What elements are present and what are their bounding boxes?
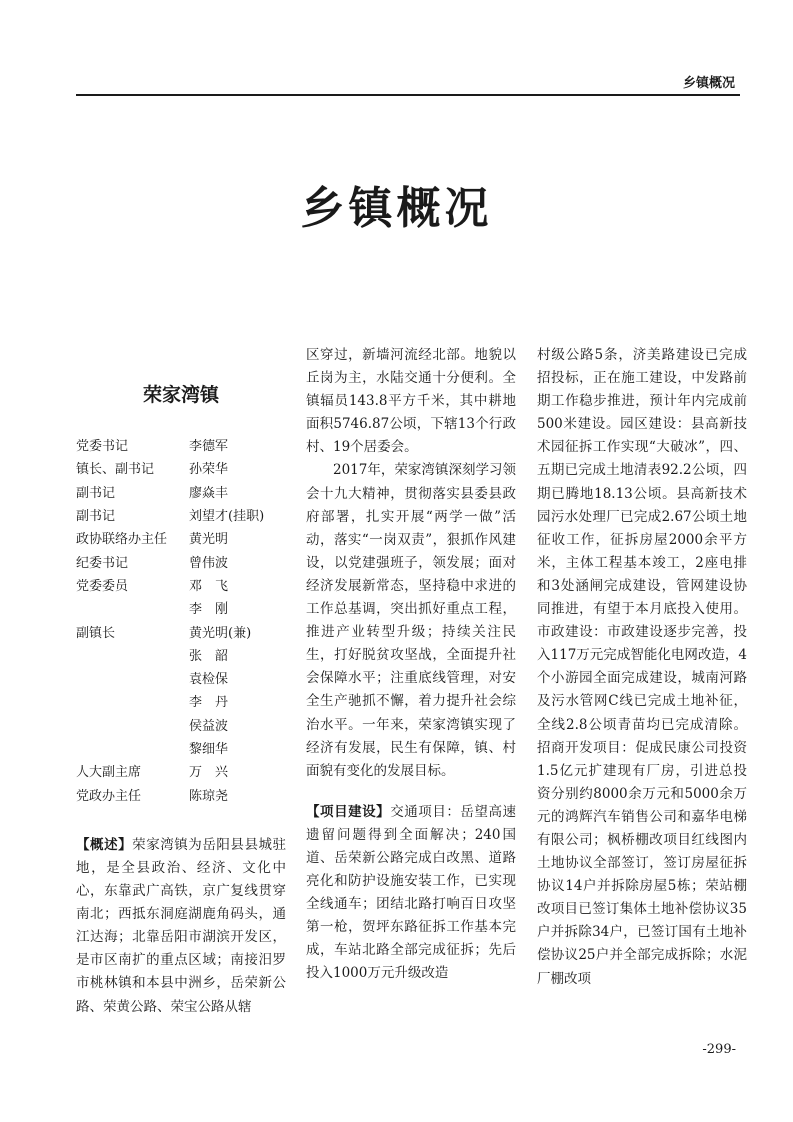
official-role: 副书记 [76,509,116,525]
official-row [76,785,286,808]
official-name: 黎细华 [189,742,229,758]
official-role: 党委委员 [76,578,129,594]
official-row [76,761,286,784]
official-name: 孙荣华 [189,462,229,478]
official-role: 副书记 [76,485,116,501]
official-role: 政协联络办主任 [76,532,168,548]
official-name: 侯益波 [189,718,229,734]
project-paragraph [306,801,516,986]
official-name: 袁检保 [189,672,229,688]
official-role: 镇长、副书记 [76,462,155,478]
official-row [76,598,286,621]
official-name: 廖焱丰 [189,485,229,501]
official-name: 曾伟波 [189,555,229,571]
official-row [76,552,286,575]
official-name: 黄光明 [189,532,229,548]
official-name: 万 兴 [189,765,229,781]
summary-paragraph: 2017年，荣家湾镇深刻学习领会十九大精神，贯彻落实县委县政府部署，扎实开展“两学一做”活动，落实“一岗双责”，狠抓作风建设，以党建强班子，领发展；面对经济发展新常态，坚持稳中求进的工作总基调，突出抓好重点工程，推进产业转型升级；持续关注民生，打好脱贫攻坚战，全面提升社会保障水平；注重底线管理，对安全生产驰抓不懈，着力提升社会综治水平。一年来，荣家湾镇实现了经济有发展，民生有保障，镇、村面貌有变化的发展目标。 [306,462,516,779]
column-2 [306,344,516,986]
official-name: 黄光明(兼) [189,625,252,641]
official-name: 李 刚 [189,602,229,618]
official-name: 张 韶 [189,648,229,664]
official-row [76,575,286,598]
page-number: -299- [702,1042,736,1057]
project-text-part1: 交通项目：岳望高速遗留问题得到全面解决；240国道、岳荣新公路完成白改黑、道路亮化和防护设施安装工作，已实现全线通车；团结北路打响百日攻坚第一枪，贺坪东路征拆工作基本完成，车站北路全部完成征拆；先后投入1000万元升级改造 [306,803,517,982]
official-row [76,691,286,714]
official-name: 陈琼尧 [189,788,229,804]
official-role: 副镇长 [76,625,116,641]
official-role: 人大副主席 [76,765,142,781]
project-text-continued: 村级公路5条，济美路建设已完成招投标，正在施工建设，中发路前期工作稳步推进，预计年内完成前500米建设。园区建设：县高新技术园征拆工作实现“大破冰”，四、五期已完成土地清表92.2公顷，四期已腾地18.13公顷。县高新技术园污水处理厂已完成2.67公顷土地征收工作，征拆房屋2000余平方米，主体工程基本竣工，2座电排和3处涵闸完成建设，管网建设协同推进，有望于本月底投入使用。市政建设：市政建设逐步完善，投入117万元完成智能化电网改造，4个小游园全面完成建设，城南河路及污水管网C线已完成土地补征，全线2.8公顷青苗均已完成清除。招商开发项目：促成民康公司投资1.5亿元扩建现有厂房，引进总投资分别约8000余万元和5000余万元的鸿辉汽车销售公司和嘉华电梯有限公司；枫桥棚改项目红线图内土地协议全部签订，签订房屋征拆协议14户并拆除房屋5栋；荣站棚改项目已签订集体土地补偿协议35户并拆除34户，已签订国有土地补偿协议25户并全部完成拆除；水泥厂棚改项 [537,347,747,987]
page-title: 乡镇概况 [300,183,493,234]
official-role: 党政办主任 [76,788,142,804]
official-name: 刘望才(挂职) [189,509,265,525]
official-role [76,715,189,738]
official-role: 纪委书记 [76,555,129,571]
header-rule [76,94,740,96]
official-row [76,435,286,458]
official-name: 邓 飞 [189,578,229,594]
overview-continued: 区穿过，新墙河流经北部。地貌以丘岗为主，水陆交通十分便利。全镇辐员143.8平方千米，其中耕地面积5746.87公顷，下辖13个行政村、19个居委会。 [306,347,516,456]
official-row [76,528,286,551]
official-row [76,668,286,691]
official-row [76,621,286,644]
officials-table [76,435,286,808]
overview-text-part1: 荣家湾镇为岳阳县县城驻地，是全县政治、经济、文化中心，东靠武广高铁，京广复线贯穿南北；西抵东洞庭湖鹿角码头，通江达海；北靠岳阳市湖滨开发区，是市区南扩的重点区域；南接汨罗市桃林镇和本县中洲乡，岳荣新公路、荣黄公路、荣宝公路从辖 [76,836,287,1015]
running-header-title: 乡镇概况 [682,76,735,91]
official-role [76,598,189,621]
overview-label: 【概述】 [76,836,133,853]
official-row [76,645,286,668]
official-row [76,482,286,505]
official-name: 李德军 [189,439,229,455]
column-1 [76,344,286,1019]
official-role [76,691,189,714]
town-name-heading: 荣家湾镇 [142,384,219,406]
project-label: 【项目建设】 [306,803,391,820]
official-row [76,505,286,528]
official-role [76,738,189,761]
official-name: 李 丹 [189,695,229,711]
official-role [76,668,189,691]
official-row [76,715,286,738]
official-role [76,645,189,668]
official-role: 党委书记 [76,439,129,455]
column-3 [537,344,747,991]
overview-paragraph [76,834,286,1019]
official-row [76,458,286,481]
official-row [76,738,286,761]
